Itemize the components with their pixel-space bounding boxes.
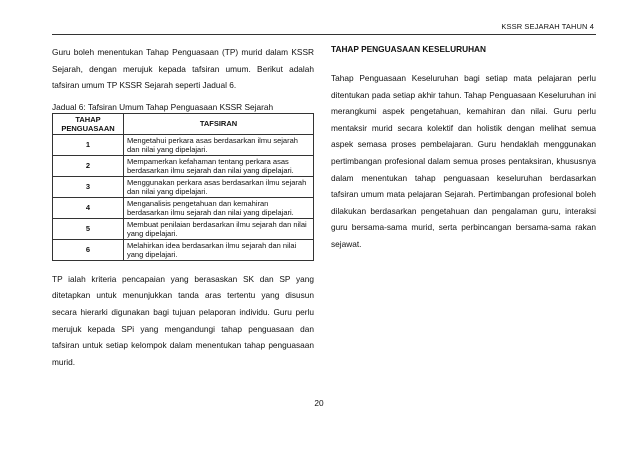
table-header-row: [53, 113, 314, 134]
table-row: [53, 134, 314, 155]
tp-table: [52, 113, 314, 261]
level-cell: 6: [53, 239, 124, 260]
interpretation-cell: Membuat penilaian berdasarkan ilmu sejarah dan nilai yang dipelajari.: [124, 218, 314, 239]
level-cell: 4: [53, 197, 124, 218]
header-title: KSSR SEJARAH TAHUN 4: [501, 22, 594, 31]
level-cell: 3: [53, 176, 124, 197]
right-column: [331, 44, 596, 253]
interpretation-cell: Melahirkan idea berdasarkan ilmu sejarah dan nilai yang dipelajari.: [124, 239, 314, 260]
table-caption: Jadual 6: Tafsiran Umum Tahap Penguasaan KSSR Sejarah: [52, 101, 274, 112]
level-cell: 1: [53, 134, 124, 155]
interpretation-cell: Mempamerkan kefahaman tentang perkara asas berdasarkan ilmu sejarah dan nilai yang dipelajari.: [124, 155, 314, 176]
page-header: [52, 22, 596, 35]
table-row: [53, 239, 314, 260]
left-column: [52, 44, 314, 370]
level-cell: 2: [53, 155, 124, 176]
header-level: TAHAP PENGUASAAN: [53, 113, 124, 134]
interpretation-cell: Mengetahui perkara asas berdasarkan ilmu sejarah dan nilai yang dipelajari.: [124, 134, 314, 155]
page-number: 20: [314, 398, 324, 408]
outro-paragraph: TP ialah kriteria pencapaian yang berasaskan SK dan SP yang ditetapkan untuk menunjukkan tanda aras tertentu yang disusun secara hierarki digunakan bagi tujuan pelaporan individu. Guru perlu merujuk kepada SPi yang mengandungi tahap penguasaan dan tafsiran untuk setiap kelompok dalam menentukan tahap penguasaan murid.: [52, 273, 314, 367]
interpretation-cell: Menganalisis pengetahuan dan kemahiran berdasarkan ilmu sejarah dan nilai yang dipelajari.: [124, 197, 314, 218]
table-row: [53, 155, 314, 176]
section-title: TAHAP PENGUASAAN KESELURUHAN: [331, 44, 487, 54]
level-cell: 5: [53, 218, 124, 239]
table-row: [53, 218, 314, 239]
table-row: [53, 197, 314, 218]
table-row: [53, 176, 314, 197]
intro-paragraph: Guru boleh menentukan Tahap Penguasaan (TP) murid dalam KSSR Sejarah, dengan merujuk kepada tafsiran umum. Berikut adalah tafsiran umum TP KSSR Sejarah seperti Jadual 6.: [52, 47, 314, 91]
interpretation-cell: Menggunakan perkara asas berdasarkan ilmu sejarah dan nilai yang dipelajari.: [124, 176, 314, 197]
section-body: Tahap Penguasaan Keseluruhan bagi setiap mata pelajaran perlu ditentukan pada setiap akhir tahun. Tahap Penguasaan Keseluruhan ini merangkumi aspek pengetahuan, kemahiran dan nilai. Guru perlu mentaksir murid secara kolektif dan holistik dengan melihat semua aspek semasa proses pembelajaran. Guru hendaklah menggunakan pertimbangan profesional dalam semua proses pentaksiran, khususnya dalam menentukan tahap penguasaan keseluruhan berdasarkan tafsiran umum mata pelajaran Sejarah. Pertimbangan profesional boleh dilakukan berdasarkan pengetahuan dan pengalaman guru, interaksi guru bersama-sama murid, serta perbincangan bersama-sama rakan sejawat.: [331, 73, 596, 249]
header-interpretation: TAFSIRAN: [124, 113, 314, 134]
